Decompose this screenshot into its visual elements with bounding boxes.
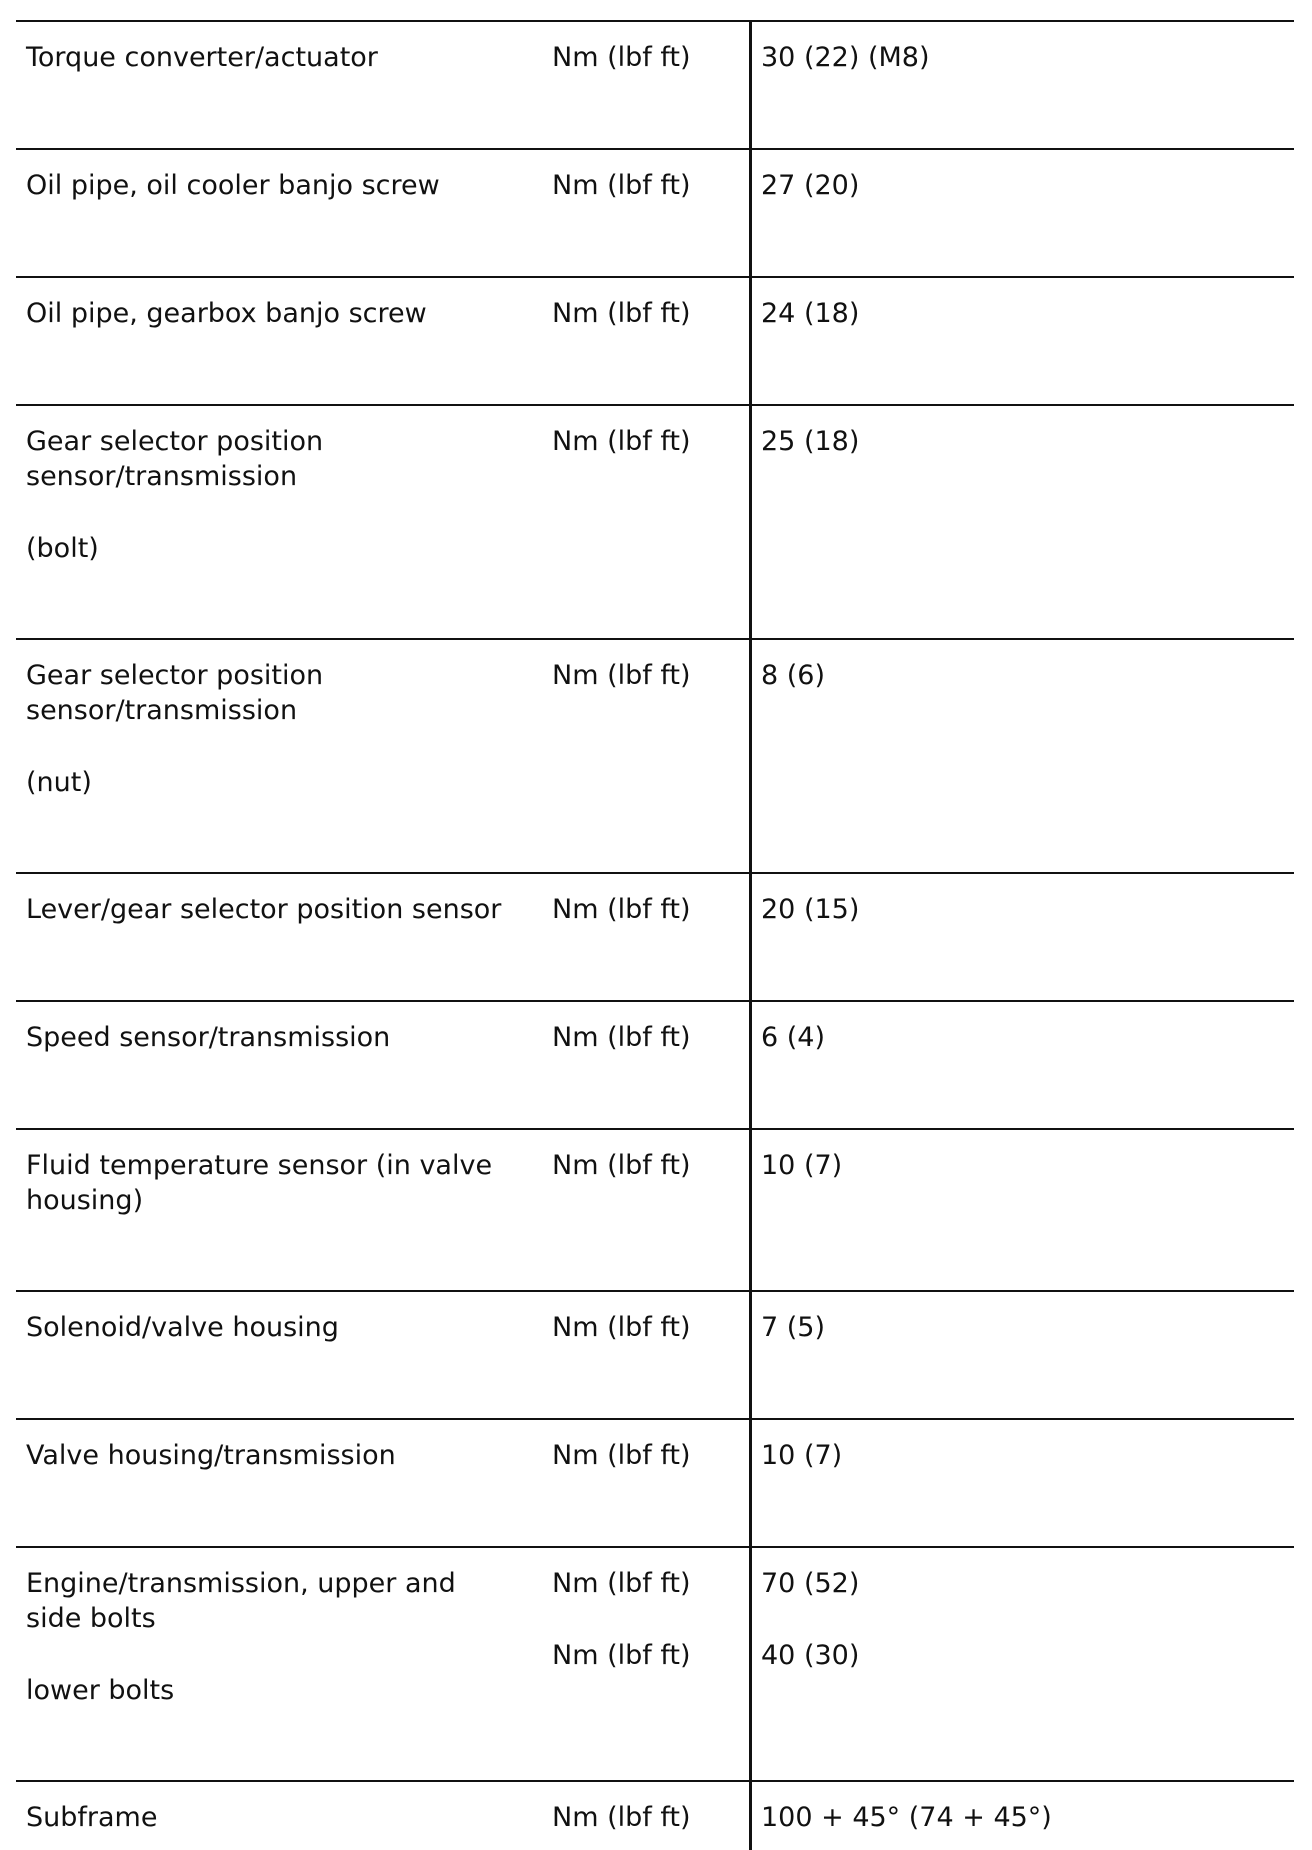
unit-cell — [552, 296, 742, 331]
component-cell — [26, 168, 532, 203]
unit-cell — [552, 1020, 742, 1055]
unit-cell — [552, 1310, 742, 1345]
torque-value-cell — [761, 1310, 1281, 1345]
component-label: side bolts — [26, 1603, 156, 1634]
torque-value: 8 (6) — [761, 660, 826, 691]
unit-cell — [552, 1148, 742, 1183]
component-label: sensor/transmission — [26, 695, 298, 726]
component-note: (nut) — [26, 767, 92, 798]
component-cell — [26, 658, 532, 800]
row-divider — [16, 20, 1294, 22]
torque-value: 40 (30) — [761, 1640, 860, 1671]
unit-label: Nm (lbf ft) — [552, 1568, 691, 1599]
unit-cell — [552, 1800, 742, 1835]
row-divider — [16, 1000, 1294, 1002]
component-label: Fluid temperature sensor (in valve — [26, 1150, 493, 1181]
component-label: Solenoid/valve housing — [26, 1312, 339, 1343]
unit-label: Nm (lbf ft) — [552, 1640, 691, 1671]
component-cell — [26, 892, 532, 927]
torque-value: 10 (7) — [761, 1440, 843, 1471]
unit-cell — [552, 424, 742, 459]
unit-label: Nm (lbf ft) — [552, 170, 691, 201]
unit-label: Nm (lbf ft) — [552, 1802, 691, 1833]
torque-value-cell — [761, 296, 1281, 331]
component-cell — [26, 296, 532, 331]
row-divider — [16, 276, 1294, 278]
component-cell — [26, 424, 532, 566]
component-label: Valve housing/transmission — [26, 1440, 396, 1471]
torque-value-cell — [761, 1566, 1281, 1673]
component-label: Engine/transmission, upper and — [26, 1568, 456, 1599]
torque-value-cell — [761, 1148, 1281, 1183]
unit-cell — [552, 1566, 742, 1673]
unit-cell — [552, 168, 742, 203]
torque-value: 25 (18) — [761, 426, 860, 457]
torque-value-cell — [761, 892, 1281, 927]
unit-cell — [552, 658, 742, 693]
component-label: Torque converter/actuator — [26, 42, 378, 73]
unit-cell — [552, 892, 742, 927]
unit-label: Nm (lbf ft) — [552, 1150, 691, 1181]
torque-value-cell — [761, 1020, 1281, 1055]
component-label: Gear selector position — [26, 660, 324, 691]
row-divider — [16, 1418, 1294, 1420]
component-note: lower bolts — [26, 1675, 175, 1706]
column-divider — [749, 20, 752, 1850]
torque-value-cell — [761, 168, 1281, 203]
torque-value-cell — [761, 40, 1281, 75]
component-cell — [26, 40, 532, 75]
torque-value: 30 (22) (M8) — [761, 42, 930, 73]
torque-value-cell — [761, 1800, 1281, 1835]
torque-value: 10 (7) — [761, 1150, 843, 1181]
row-divider — [16, 1290, 1294, 1292]
torque-value: 100 + 45° (74 + 45°) — [761, 1802, 1052, 1833]
component-cell — [26, 1020, 532, 1055]
component-label: Oil pipe, gearbox banjo screw — [26, 298, 427, 329]
component-label: Subframe — [26, 1802, 158, 1833]
unit-label: Nm (lbf ft) — [552, 660, 691, 691]
row-divider — [16, 404, 1294, 406]
unit-label: Nm (lbf ft) — [552, 298, 691, 329]
torque-value-cell — [761, 424, 1281, 459]
torque-value: 20 (15) — [761, 894, 860, 925]
torque-value: 7 (5) — [761, 1312, 826, 1343]
component-label: Gear selector position — [26, 426, 324, 457]
torque-value: 70 (52) — [761, 1568, 860, 1599]
torque-value-cell — [761, 1438, 1281, 1473]
component-label: Oil pipe, oil cooler banjo screw — [26, 170, 440, 201]
unit-cell — [552, 1438, 742, 1473]
torque-value: 6 (4) — [761, 1022, 826, 1053]
row-divider — [16, 1780, 1294, 1782]
torque-value: 27 (20) — [761, 170, 860, 201]
component-label: sensor/transmission — [26, 461, 298, 492]
unit-label: Nm (lbf ft) — [552, 1022, 691, 1053]
row-divider — [16, 148, 1294, 150]
component-label: Lever/gear selector position sensor — [26, 894, 502, 925]
component-label: housing) — [26, 1185, 144, 1216]
torque-value-cell — [761, 658, 1281, 693]
unit-label: Nm (lbf ft) — [552, 426, 691, 457]
torque-value: 24 (18) — [761, 298, 860, 329]
component-cell — [26, 1438, 532, 1473]
row-divider — [16, 638, 1294, 640]
unit-label: Nm (lbf ft) — [552, 42, 691, 73]
component-cell — [26, 1566, 532, 1708]
component-label: Speed sensor/transmission — [26, 1022, 391, 1053]
row-divider — [16, 1128, 1294, 1130]
unit-label: Nm (lbf ft) — [552, 1440, 691, 1471]
unit-label: Nm (lbf ft) — [552, 894, 691, 925]
unit-label: Nm (lbf ft) — [552, 1312, 691, 1343]
unit-cell — [552, 40, 742, 75]
row-divider — [16, 872, 1294, 874]
component-cell — [26, 1800, 532, 1835]
row-divider — [16, 1546, 1294, 1548]
component-cell — [26, 1310, 532, 1345]
component-cell — [26, 1148, 532, 1218]
component-note: (bolt) — [26, 533, 99, 564]
